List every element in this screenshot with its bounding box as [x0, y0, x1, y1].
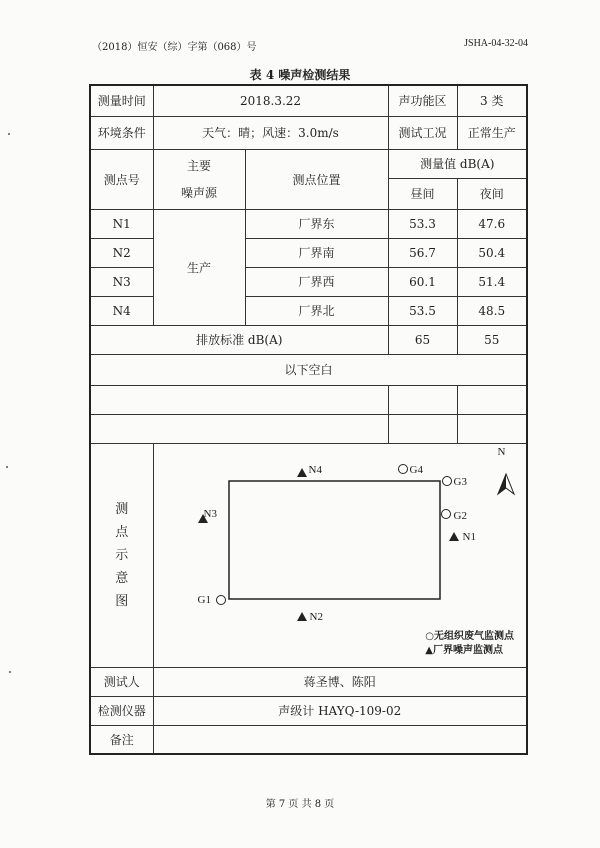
empty-cell: [90, 385, 388, 414]
scan-speck: [9, 671, 11, 673]
document-code: JSHA-04-32-04: [464, 38, 528, 49]
diagram-label-char: 示: [115, 547, 129, 563]
env-label: 环境条件: [90, 116, 153, 149]
row-day: 53.3: [388, 209, 457, 238]
site-diagram: [153, 443, 527, 667]
row-night: 51.4: [457, 267, 527, 296]
point-label-n1: N1: [462, 530, 476, 543]
source-value: 生产: [153, 209, 245, 325]
instrument-label: 检测仪器: [90, 696, 153, 725]
gas-point-icon: [441, 509, 450, 518]
row-day: 56.7: [388, 238, 457, 267]
row-day: 60.1: [388, 267, 457, 296]
gas-point-icon: [398, 464, 407, 473]
empty-cell: [388, 414, 457, 443]
tester-label: 测试人: [90, 667, 153, 696]
standard-label: 排放标准 dB(A): [90, 325, 388, 354]
col-main-source: [153, 149, 245, 209]
legend-noise: ▲厂界噪声监测点: [425, 644, 503, 656]
row-location: 厂界东: [245, 209, 388, 238]
time-value: 2018.3.22: [153, 85, 388, 116]
empty-cell: [388, 385, 457, 414]
diagram-legend: [425, 630, 514, 658]
point-label-g1: G1: [197, 593, 211, 606]
point-label-g2: G2: [453, 509, 467, 522]
col-main-source-line1: 主要: [186, 159, 211, 173]
row-night: 47.6: [457, 209, 527, 238]
blank-note: 以下空白: [90, 354, 527, 385]
empty-cell: [457, 385, 527, 414]
row-id: N3: [90, 267, 153, 296]
scan-speck: [6, 466, 8, 468]
diagram-label: [90, 443, 153, 667]
diagram-label-char: 点: [115, 524, 129, 540]
zone-label: 声功能区: [388, 85, 457, 116]
row-id: N1: [90, 209, 153, 238]
row-id: N4: [90, 296, 153, 325]
point-label-g4: G4: [409, 463, 423, 476]
point-label-g3: G3: [453, 475, 467, 488]
row-night: 48.5: [457, 296, 527, 325]
condition-value: 正常生产: [457, 116, 527, 149]
noise-point-icon: [449, 532, 459, 541]
col-location: 测点位置: [245, 149, 388, 209]
page-number: 第 7 页 共 8 页: [265, 799, 335, 810]
noise-point-icon: [297, 468, 307, 477]
remark-value: [153, 725, 527, 754]
col-measured: 测量值 dB(A): [388, 149, 527, 178]
row-id: N2: [90, 238, 153, 267]
empty-cell: [457, 414, 527, 443]
row-location: 厂界南: [245, 238, 388, 267]
diagram-label-char: 意: [115, 570, 129, 586]
row-night: 50.4: [457, 238, 527, 267]
point-label-n4: N4: [308, 463, 322, 476]
col-day: 昼间: [388, 178, 457, 209]
row-location: 厂界北: [245, 296, 388, 325]
row-location: 厂界西: [245, 267, 388, 296]
col-night: 夜间: [457, 178, 527, 209]
col-main-source-line2: 噪声源: [180, 186, 217, 200]
report-number: （2018）恒安（综）字第（068）号: [92, 42, 257, 53]
tester-value: 蒋圣博、陈阳: [153, 667, 527, 696]
noise-results-table: [89, 84, 528, 755]
zone-value: 3 类: [457, 85, 527, 116]
diagram-label-char: 图: [115, 593, 129, 609]
env-value: 天气：晴；风速：3.0m/s: [153, 116, 388, 149]
gas-point-icon: [442, 476, 451, 485]
standard-day: 65: [388, 325, 457, 354]
instrument-value: 声级计 HAYQ-109-02: [153, 696, 527, 725]
table-title: 表 4 噪声检测结果: [249, 68, 351, 82]
plant-boundary: [229, 481, 440, 599]
point-label-n3: N3: [203, 507, 217, 520]
north-label: N: [497, 445, 506, 458]
row-day: 53.5: [388, 296, 457, 325]
standard-night: 55: [457, 325, 527, 354]
remark-label: 备注: [90, 725, 153, 754]
scan-speck: [8, 133, 10, 135]
time-label: 测量时间: [90, 85, 153, 116]
col-point-no: 测点号: [90, 149, 153, 209]
legend-gas: ○无组织废气监测点: [425, 630, 515, 642]
diagram-label-char: 测: [115, 501, 129, 517]
condition-label: 测试工况: [388, 116, 457, 149]
noise-point-icon: [297, 612, 307, 621]
gas-point-icon: [216, 595, 225, 604]
point-label-n2: N2: [309, 610, 323, 623]
empty-cell: [90, 414, 388, 443]
